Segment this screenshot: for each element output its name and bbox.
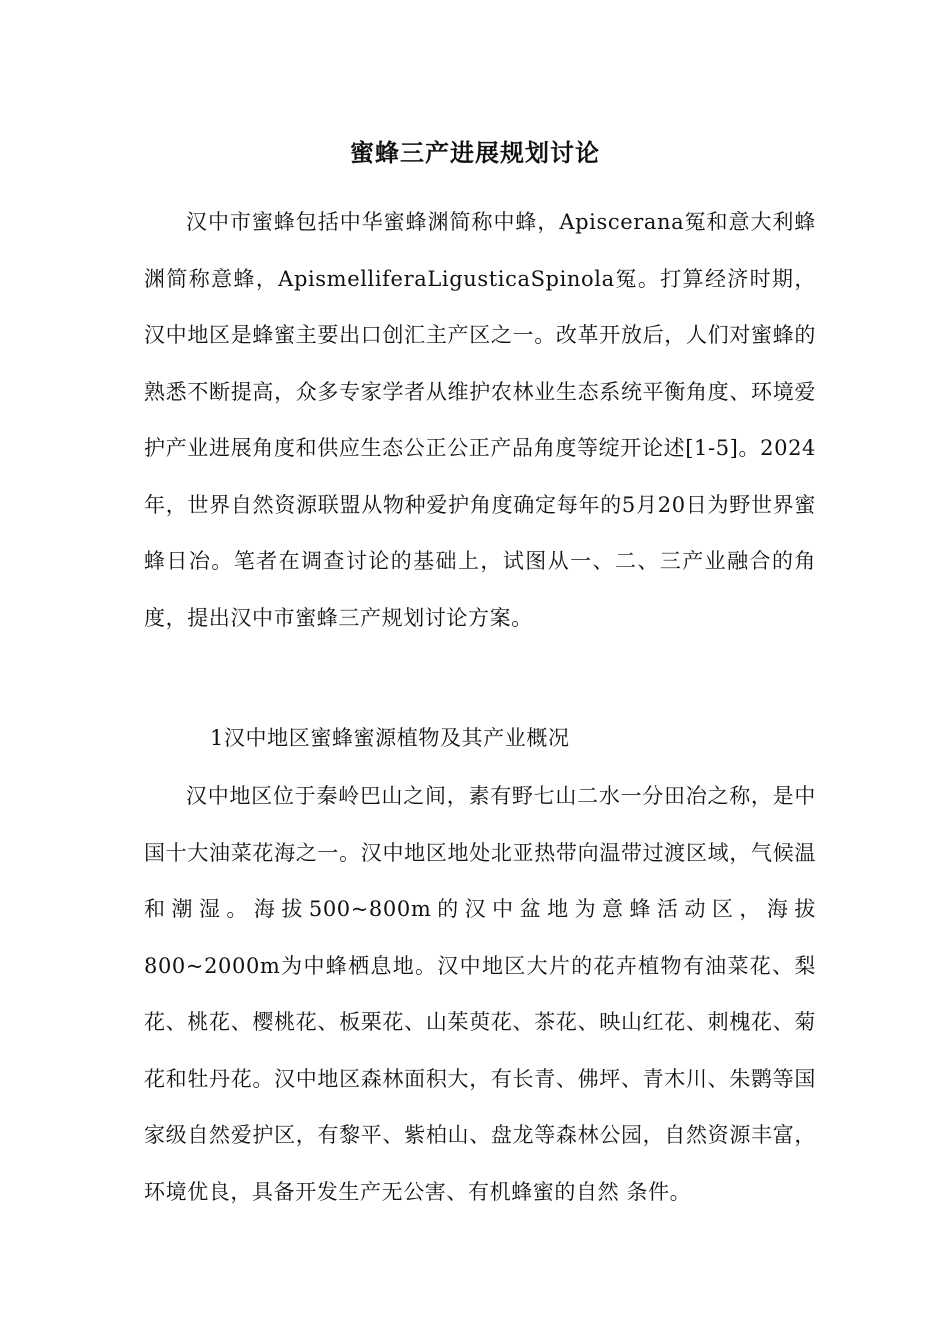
section-paragraph: 汉中地区位于秦岭巴山之间，素有野七山二水一分田冶之称，是中国十大油菜花海之一。汉中地区地处北亚热带向温带过渡区域，气候温和潮湿。海拔500~800m的汉中盆地为意蜂活动区，海拔800~2000m为中蜂栖息地。汉中地区大片的花卉植物有油菜花、梨花、桃花、樱桃花、板栗花、山茱萸花、茶花、映山红花、刺槐花、菊花和牡丹花。汉中地区森林面积大，有长青、佛坪、青木川、朱鹮等国家级自然爱护区，有黎平、紫柏山、盘龙等森林公园，自然资源丰富，环境优良，具备开发生产无公害、有机蜂蜜的自然 条件。: [144, 784, 816, 1204]
intro-paragraph: 汉中市蜜蜂包括中华蜜蜂渊简称中蜂，Apiscerana冤和意大利蜂渊简称意蜂，ApismelliferaLigusticaSpinola冤。打算经济时期，汉中地区是蜂蜜主要出口创汇主产区之一。改革开放后，人们对蜜蜂的熟悉不断提高，众多专家学者从维护农林业生态系统平衡角度、环境爱护产业进展角度和供应生态公正公正产品角度等绽开论述[1-5]。2024年，世界自然资源联盟从物种爱护角度确定每年的5月20日为野世界蜜蜂日冶。笔者在调查讨论的基础上，试图从一、二、三产业融合的角度，提出汉中市蜜蜂三产规划讨论方案。: [144, 210, 816, 630]
section-heading: 1汉中地区蜜蜂蜜源植物及其产业概况: [210, 726, 570, 750]
document-title: 蜜蜂三产进展规划讨论: [350, 139, 600, 167]
